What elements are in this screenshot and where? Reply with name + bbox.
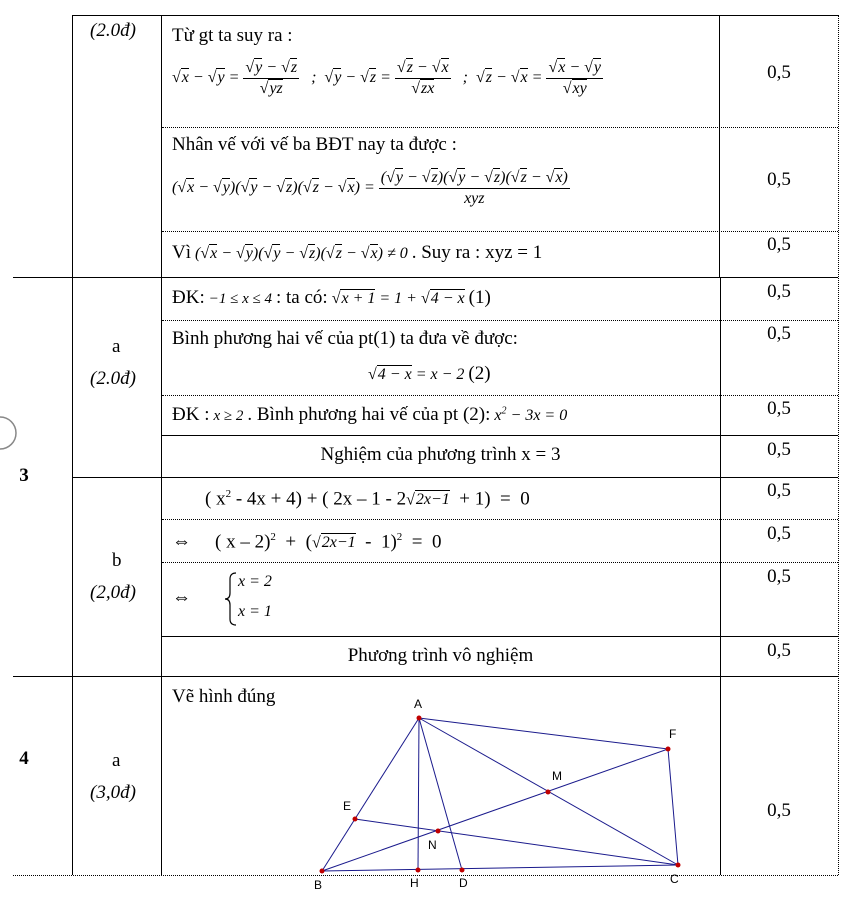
row2-points: (2.0đ) bbox=[90, 20, 136, 41]
row4-top-border bbox=[13, 676, 838, 677]
equation-2: √4 − x = x − 2 (2) bbox=[368, 363, 491, 384]
row2-conclusion-line: Vì (√x − √y)(√y − √z)(√z − √x) ≠ 0 . Suy ra : xyz = 1 bbox=[172, 242, 543, 263]
system-brace bbox=[224, 571, 238, 627]
q3-part-a: a bbox=[112, 336, 121, 357]
col-divider-1 bbox=[72, 15, 73, 875]
divider bbox=[162, 231, 838, 232]
text: (1) bbox=[468, 287, 491, 308]
divider bbox=[162, 127, 838, 128]
divider bbox=[162, 435, 838, 436]
text: . Bình phương hai vế của pt (2): bbox=[247, 404, 491, 425]
text: −1 ≤ x ≤ 4 bbox=[208, 291, 272, 307]
geometry-figure bbox=[300, 692, 710, 892]
label-f: F bbox=[669, 727, 677, 741]
label-d: D bbox=[459, 876, 468, 890]
table-right-border bbox=[838, 15, 839, 875]
q4-draw-text: Vẽ hình đúng bbox=[172, 686, 276, 707]
q4-points-a: (3,0đ) bbox=[90, 782, 136, 803]
label-a: A bbox=[414, 697, 423, 711]
divider bbox=[162, 562, 838, 563]
q3-score-3: 0,5 bbox=[767, 398, 791, 419]
system-x-1: x = 1 bbox=[238, 603, 272, 620]
point-e bbox=[353, 817, 358, 822]
row2-score-2: 0,5 bbox=[767, 169, 791, 190]
expansion-equation: ( $x^2 - 4x + 4$) + ( 2x – 1 - 2√2x−1 + 1) = 0 bbox=[205, 488, 530, 510]
equiv-icon: ⇔ bbox=[172, 531, 191, 552]
text: ĐK: bbox=[172, 287, 205, 308]
q3b-solution: Phương trình vô nghiệm bbox=[347, 645, 534, 666]
point-d bbox=[460, 868, 465, 873]
col-divider-3b bbox=[720, 277, 721, 875]
vi-label: Vì bbox=[172, 242, 191, 263]
divider bbox=[162, 395, 838, 396]
q3-points-a: (2.0đ) bbox=[90, 368, 136, 389]
question-4-number: 4 bbox=[19, 748, 29, 769]
q4-score: 0,5 bbox=[767, 800, 791, 821]
point-a bbox=[417, 716, 422, 721]
label-e: E bbox=[343, 799, 352, 813]
square-sum-equation: ( $x - 2)^2 + (√2x-1 - 1)^2 = 0$ bbox=[215, 531, 442, 553]
point-h bbox=[416, 868, 421, 873]
q3-part-b: b bbox=[112, 550, 122, 571]
q3-score-7: 0,5 bbox=[767, 566, 791, 587]
q3-score-5: 0,5 bbox=[767, 480, 791, 501]
q3a-solution: Nghiệm của phương trình x = 3 bbox=[320, 444, 561, 465]
dk-line: ĐK: −1 ≤ x ≤ 4 : ta có: √x + 1 = 1 + √4 − x (1) bbox=[172, 287, 491, 308]
divider bbox=[72, 477, 838, 478]
col-divider-3a bbox=[719, 15, 720, 277]
point-n bbox=[436, 829, 441, 834]
point-c bbox=[676, 863, 681, 868]
q3-score-2: 0,5 bbox=[767, 323, 791, 344]
q3-score-4: 0,5 bbox=[767, 439, 791, 460]
product-equation: (√x − √y)(√y − √z)(√z − √x) = $\frac{(√y - √z)(√y - √z)(√z - √x)}{\text{xyz}}$ bbox=[172, 169, 568, 207]
point-f bbox=[666, 747, 671, 752]
label-b: B bbox=[314, 878, 323, 892]
text: ĐK : bbox=[172, 404, 210, 425]
label-c: C bbox=[670, 872, 679, 886]
label-m: M bbox=[552, 769, 562, 783]
row2-intro: Từ gt ta suy ra : bbox=[172, 25, 293, 46]
text: : ta có: bbox=[275, 287, 328, 308]
row2-score-1: 0,5 bbox=[767, 62, 791, 83]
label-n: N bbox=[428, 838, 437, 852]
row2-multiply-text: Nhân vế với vế ba BĐT nay ta được : bbox=[172, 134, 457, 155]
margin-circle-mark bbox=[0, 413, 20, 453]
equiv-icon-2: ⇔ bbox=[172, 587, 191, 608]
divider bbox=[162, 636, 838, 637]
q3-score-6: 0,5 bbox=[767, 523, 791, 544]
q3-score-1: 0,5 bbox=[767, 281, 791, 302]
divider bbox=[162, 519, 838, 520]
identity-equations: √x − √y = $\frac{√y - √z}{√yz}$ ; √y − √z = $\frac{√z - √x}{√zx}$ ; √z − √x = $\frac{√x - √y}{√xy}$ bbox=[172, 59, 602, 97]
text: x ≥ 2 bbox=[213, 408, 244, 424]
q3-points-b: (2,0đ) bbox=[90, 582, 136, 603]
system-x-2: x = 2 bbox=[238, 573, 272, 590]
conclusion-text: . Suy ra : xyz = 1 bbox=[411, 242, 543, 263]
row2-score-3: 0,5 bbox=[767, 234, 791, 255]
q4-part-a: a bbox=[112, 750, 121, 771]
row3-top-border bbox=[13, 277, 838, 278]
question-3-number: 3 bbox=[19, 465, 29, 486]
text: (2) bbox=[468, 363, 491, 384]
q3-score-8: 0,5 bbox=[767, 640, 791, 661]
point-b bbox=[320, 869, 325, 874]
table-top-border bbox=[72, 15, 838, 16]
divider bbox=[162, 320, 838, 321]
q3-step2-text: Bình phương hai vế của pt(1) ta đưa về được: bbox=[172, 328, 518, 349]
point-m bbox=[546, 790, 551, 795]
label-h: H bbox=[410, 876, 419, 890]
dk2-line: ĐK : x ≥ 2 . Bình phương hai vế của pt (2): $x^2 - 3x = 0$ bbox=[172, 404, 568, 425]
